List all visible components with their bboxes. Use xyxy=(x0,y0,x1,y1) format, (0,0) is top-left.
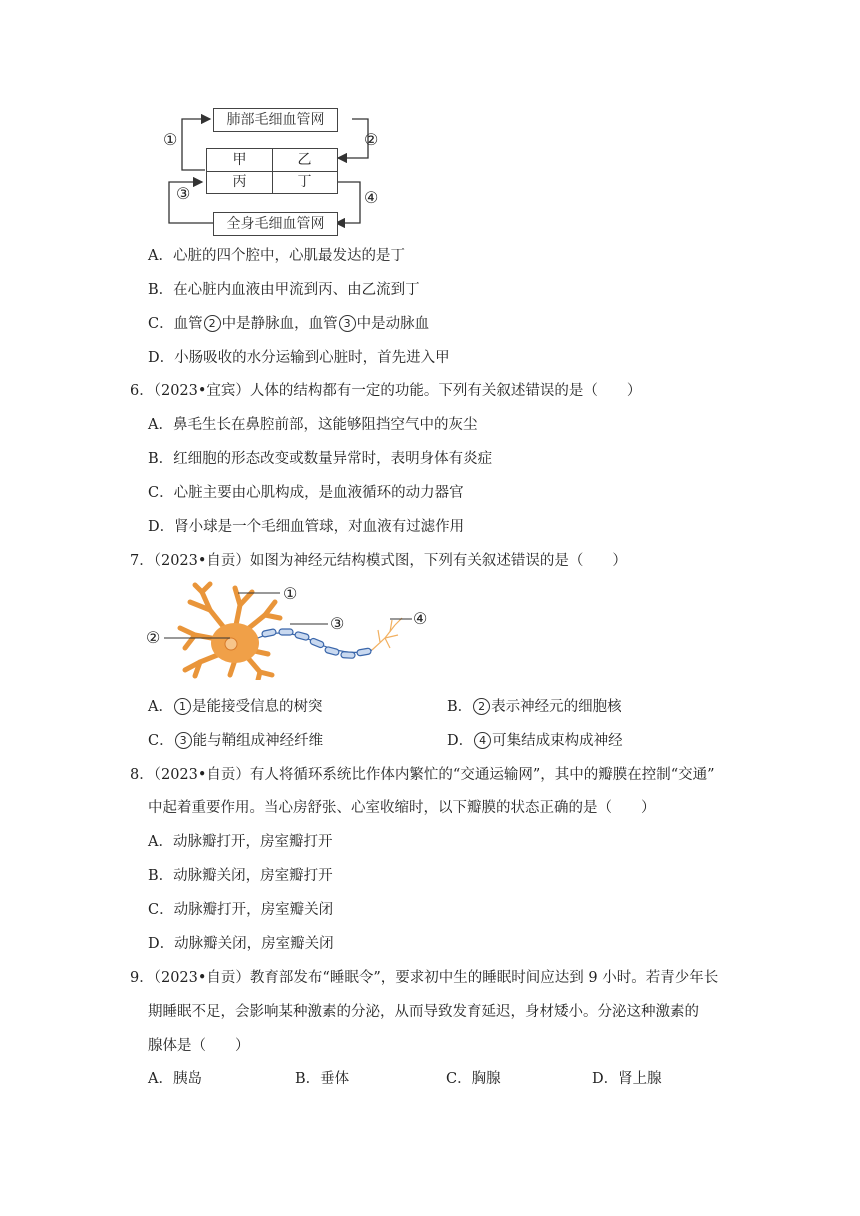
body-capillary-box: 全身毛细血管网 xyxy=(213,212,338,236)
neuron-label-2: ② xyxy=(146,628,161,647)
q9-stem-line1: 9．（2023•自贡）教育部发布“睡眠令”，要求初中生的睡眠时间应达到 9 小时。若青少年长 xyxy=(130,970,719,986)
chamber-bing: 丙 xyxy=(232,174,247,190)
q7-stem: 7．（2023•自贡）如图为神经元结构模式图，下列有关叙述错误的是（ ） xyxy=(130,553,627,569)
chamber-ding: 丁 xyxy=(297,174,312,190)
q9-stem-line3: 腺体是（ ） xyxy=(148,1038,250,1054)
neuron-label-1: ① xyxy=(283,584,298,603)
vessel-label-4: ④ xyxy=(364,188,379,207)
vessel-label-1: ① xyxy=(163,130,178,149)
q7-option-b: B． 2 表示神经元的细胞核 xyxy=(447,699,622,715)
q5-option-a: A．心脏的四个腔中，心肌最发达的是丁 xyxy=(148,248,405,264)
q6-stem: 6．（2023•宜宾）人体的结构都有一定的功能。下列有关叙述错误的是（ ） xyxy=(130,383,642,399)
q9-option-d: D．肾上腺 xyxy=(592,1071,662,1087)
q9-option-a: A．胰岛 xyxy=(148,1071,202,1087)
circled-number: 4 xyxy=(474,732,491,749)
vessel-label-2: ② xyxy=(364,130,379,149)
q7-option-d: D． 4 可集结成束构成神经 xyxy=(447,733,623,749)
circled-number: 3 xyxy=(339,315,356,332)
circled-number: 2 xyxy=(204,315,221,332)
circled-number: 1 xyxy=(174,698,191,715)
circled-number: 3 xyxy=(175,732,192,749)
nucleus xyxy=(225,638,237,650)
q8-option-c: C．动脉瓣打开，房室瓣关闭 xyxy=(148,902,334,918)
q6-option-a: A．鼻毛生长在鼻腔前部，这能够阻挡空气中的灰尘 xyxy=(148,417,478,433)
neuron-label-4: ④ xyxy=(413,609,428,628)
q8-stem-line2: 中起着重要作用。当心房舒张、心室收缩时，以下瓣膜的状态正确的是（ ） xyxy=(148,800,656,816)
q9-option-c: C．胸腺 xyxy=(446,1071,501,1087)
q8-option-b: B．动脉瓣关闭，房室瓣打开 xyxy=(148,868,333,884)
q8-option-a: A．动脉瓣打开，房室瓣打开 xyxy=(148,834,333,850)
q8-stem-line1: 8．（2023•自贡）有人将循环系统比作体内繁忙的“交通运输网”，其中的瓣膜在控制“交通” xyxy=(130,767,715,783)
circled-number: 2 xyxy=(473,698,490,715)
q5-option-c: C．血管 2 中是静脉血，血管 3 中是动脉血 xyxy=(148,316,430,332)
q9-stem-line2: 期睡眠不足，会影响某种激素的分泌，从而导致发育延迟，身材矮小。分泌这种激素的 xyxy=(148,1004,699,1020)
neuron-label-3: ③ xyxy=(330,614,345,633)
q9-option-b: B．垂体 xyxy=(295,1071,350,1087)
vessel-label-3: ③ xyxy=(176,184,191,203)
q6-option-c: C．心脏主要由心肌构成，是血液循环的动力器官 xyxy=(148,485,464,501)
q7-option-c: C． 3 能与鞘组成神经纤维 xyxy=(148,733,324,749)
chamber-jia: 甲 xyxy=(232,152,247,168)
axon xyxy=(258,629,372,659)
lung-capillary-box: 肺部毛细血管网 xyxy=(213,108,338,132)
q5-option-d: D．小肠吸收的水分运输到心脏时，首先进入甲 xyxy=(148,350,450,366)
heart-chambers xyxy=(206,148,338,194)
q7-option-a: A． 1 是能接受信息的树突 xyxy=(148,699,323,715)
q8-option-d: D．动脉瓣关闭，房室瓣关闭 xyxy=(148,936,334,952)
q6-option-b: B．红细胞的形态改变或数量异常时，表明身体有炎症 xyxy=(148,451,493,467)
chamber-yi: 乙 xyxy=(297,152,312,168)
axon-terminals xyxy=(372,618,402,650)
q6-option-d: D．肾小球是一个毛细血管球，对血液有过滤作用 xyxy=(148,519,465,535)
q5-option-b: B．在心脏内血液由甲流到丙、由乙流到丁 xyxy=(148,282,420,298)
